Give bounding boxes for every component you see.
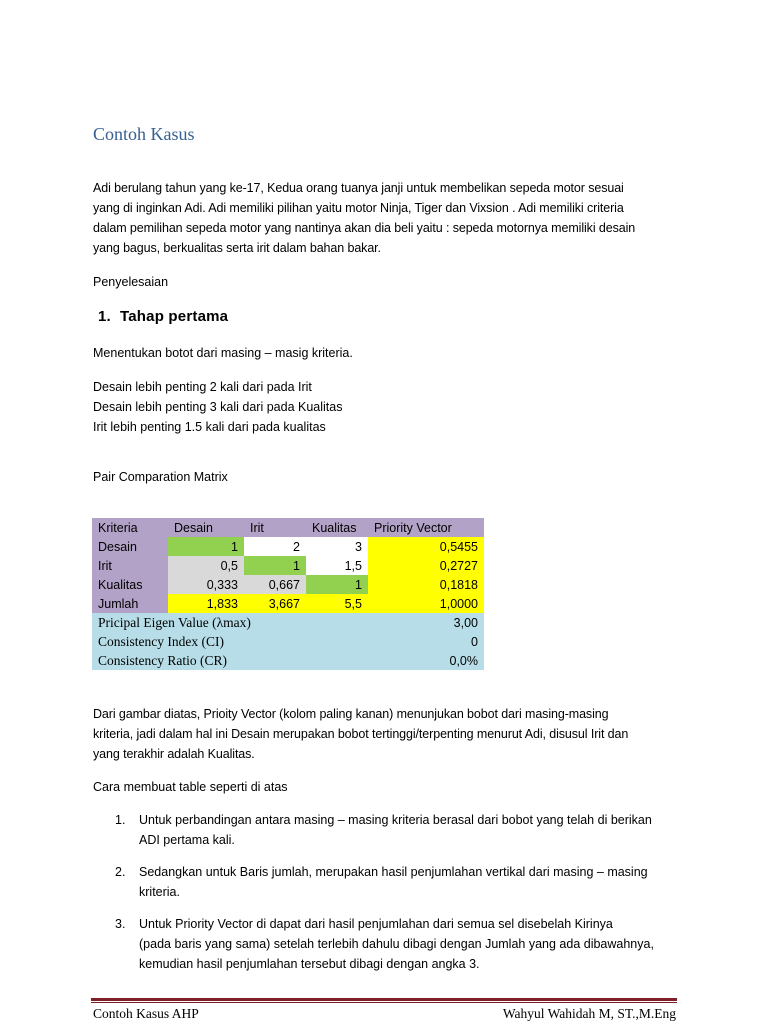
explanation-line: kriteria, jadi dalam hal ini Desain merupakan bobot tertinggi/terpenting menurut Adi, disusul Irit dan (93, 727, 629, 741)
list-item (93, 810, 683, 850)
pair-comparison-matrix (92, 518, 484, 670)
cara-label: Cara membuat table seperti di atas (93, 780, 288, 794)
priority-cell: 0,2727 (368, 556, 484, 575)
list-number: 1. (115, 813, 126, 827)
step-heading-text: Tahap pertama (120, 308, 229, 325)
summary-value: 0,0% (368, 651, 484, 670)
priority-cell: 0,1818 (368, 575, 484, 594)
summary-row (92, 613, 484, 632)
summary-label: Pricipal Eigen Value (λmax) (92, 613, 368, 632)
footer-right: Wahyul Wahidah M, ST.,M.Eng (502, 1006, 676, 1021)
explanation-line: Dari gambar diatas, Prioity Vector (kolom paling kanan) menunjukan bobot dari masing-masing (93, 707, 609, 721)
list-item (93, 914, 683, 974)
step-heading (98, 308, 228, 325)
matrix-cell: 0,333 (168, 575, 244, 594)
header-cell: Kriteria (92, 518, 168, 537)
matrix-cell: 0,667 (244, 575, 306, 594)
summary-value: 0 (368, 632, 484, 651)
comparison-list (93, 377, 342, 437)
comparison-item: Desain lebih penting 2 kali dari pada Irit (93, 380, 312, 394)
table-row (92, 556, 484, 575)
steps-list (93, 810, 683, 986)
summary-row (92, 651, 484, 670)
comparison-item: Irit lebih penting 1.5 kali dari pada kualitas (93, 420, 326, 434)
footer-rule-thick (91, 998, 677, 1001)
row-label: Kualitas (92, 575, 168, 594)
menentukan-text: Menentukan botot dari masing – masig kriteria. (93, 346, 353, 360)
matrix-title: Pair Comparation Matrix (93, 470, 228, 484)
header-cell: Irit (244, 518, 306, 537)
sum-cell: 1,0000 (368, 594, 484, 613)
sum-cell: 1,833 (168, 594, 244, 613)
footer-rule-thin (91, 1002, 677, 1003)
list-line: kriteria. (139, 885, 180, 899)
matrix-cell: 1 (306, 575, 368, 594)
list-item (93, 862, 683, 902)
matrix-cell: 3 (306, 537, 368, 556)
matrix-cell: 0,5 (168, 556, 244, 575)
matrix-cell: 1,5 (306, 556, 368, 575)
header-cell: Desain (168, 518, 244, 537)
row-label: Irit (92, 556, 168, 575)
matrix-header-row (92, 518, 484, 537)
matrix-cell: 2 (244, 537, 306, 556)
summary-value: 3,00 (368, 613, 484, 632)
sum-cell: 5,5 (306, 594, 368, 613)
header-cell: Kualitas (306, 518, 368, 537)
matrix-cell: 1 (244, 556, 306, 575)
summary-label: Consistency Ratio (CR) (92, 651, 368, 670)
comparison-item: Desain lebih penting 3 kali dari pada Kualitas (93, 400, 343, 414)
header-cell: Priority Vector (368, 518, 484, 537)
list-line: Untuk Priority Vector di dapat dari hasil penjumlahan dari semua sel disebelah Kirinya (139, 917, 613, 931)
intro-line: yang bagus, berkualitas serta irit dalam bahan bakar. (93, 241, 381, 255)
intro-paragraph (93, 178, 683, 258)
matrix-cell: 1 (168, 537, 244, 556)
table-row (92, 575, 484, 594)
footer-left: Contoh Kasus AHP (93, 1006, 199, 1021)
list-line: (pada baris yang sama) setelah terlebih dahulu dibagi dengan Jumlah yang ada dibawahnya, (139, 937, 654, 951)
list-line: ADI pertama kali. (139, 833, 235, 847)
step-heading-number: 1. (98, 308, 111, 325)
page-title: Contoh Kasus (93, 124, 195, 144)
list-line: Untuk perbandingan antara masing – masing kriteria berasal dari bobot yang telah di berikan (139, 813, 652, 827)
explanation-paragraph (93, 704, 683, 764)
intro-line: Adi berulang tahun yang ke-17, Kedua orang tuanya janji untuk membelikan sepeda motor sesuai (93, 181, 624, 195)
explanation-line: yang terakhir adalah Kualitas. (93, 747, 255, 761)
list-number: 2. (115, 865, 126, 879)
intro-line: dalam pemilihan sepeda motor yang nantinya akan dia beli yaitu : sepeda motornya memiliki desain (93, 221, 636, 235)
summary-label: Consistency Index (CI) (92, 632, 368, 651)
row-label: Desain (92, 537, 168, 556)
row-label: Jumlah (92, 594, 168, 613)
sum-cell: 3,667 (244, 594, 306, 613)
list-line: kemudian hasil penjumlahan tersebut dibagi dengan angka 3. (139, 957, 480, 971)
penyelesaian-label: Penyelesaian (93, 275, 169, 289)
intro-line: yang di inginkan Adi. Adi memiliki pilihan yaitu motor Ninja, Tiger dan Vixsion . Adi memiliki criteria (93, 201, 624, 215)
list-number: 3. (115, 917, 126, 931)
table-row (92, 537, 484, 556)
table-row (92, 594, 484, 613)
priority-cell: 0,5455 (368, 537, 484, 556)
summary-row (92, 632, 484, 651)
list-line: Sedangkan untuk Baris jumlah, merupakan hasil penjumlahan vertikal dari masing – masing (139, 865, 648, 879)
